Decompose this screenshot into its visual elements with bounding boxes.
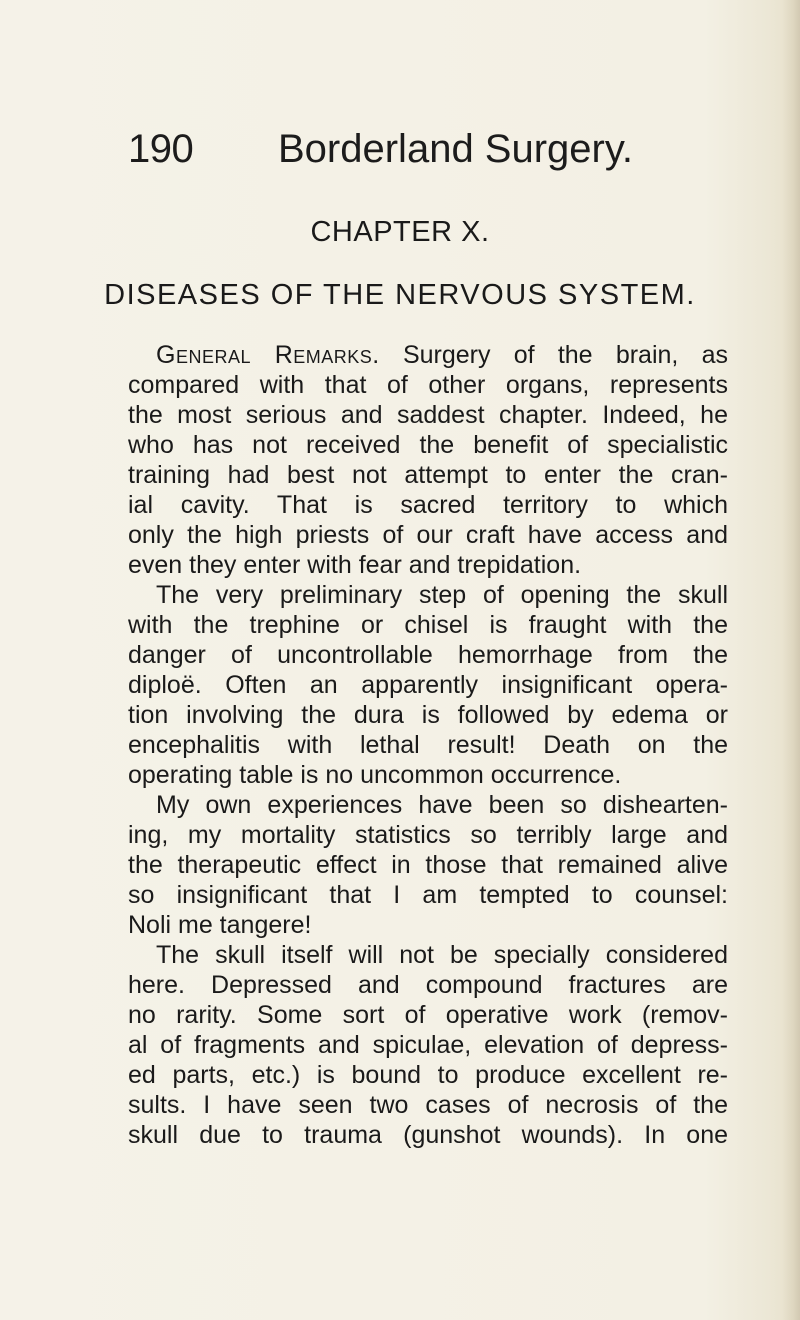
page-edge-shadow [782,0,800,1320]
text-line: skull due to trauma (gunshot wounds). In one [128,1121,728,1149]
text-line: ing, my mortality statistics so terribly large and [128,821,728,849]
text-line [128,340,728,370]
section-label: General Remarks. [156,341,380,369]
text-line: here. Depressed and compound fractures are [128,971,728,999]
text-line: only the high priests of our craft have access and [128,521,728,549]
text-line: encephalitis with lethal result! Death on the [128,731,728,759]
text-line: ial cavity. That is sacred territory to which [128,491,728,519]
text-line: no rarity. Some sort of operative work (remov- [128,1001,728,1029]
text-line: sults. I have seen two cases of necrosis of the [128,1091,728,1119]
text-line: the most serious and saddest chapter. Indeed, he [128,401,728,429]
text-line: operating table is no uncommon occurrence. [128,761,622,789]
text-line: My own experiences have been so dishearten- [156,791,728,819]
text-line: Noli me tangere! [128,911,312,939]
text-line: ed parts, etc.) is bound to produce excellent re- [128,1061,728,1089]
text-line: danger of uncontrollable hemorrhage from the [128,641,728,669]
text-line: tion involving the dura is followed by edema or [128,701,728,729]
text-line: so insignificant that I am tempted to counsel: [128,881,728,909]
text-line: with the trephine or chisel is fraught with the [128,611,728,639]
running-head [128,124,728,174]
text-line: training had best not attempt to enter the cran- [128,461,728,489]
page-number: 190 [128,127,194,171]
text-line: compared with that of other organs, represents [128,371,728,399]
text-line: The skull itself will not be specially considered [156,941,728,969]
text-line: even they enter with fear and trepidation. [128,551,582,579]
body-text [128,340,728,1150]
text-line: al of fragments and spiculae, elevation of depress- [128,1031,728,1059]
text-line-content: Surgery of the brain, as [379,341,729,369]
chapter-number-heading: CHAPTER X. [310,216,490,248]
book-title: Borderland Surgery. [278,127,633,171]
text-line: the therapeutic effect in those that remained alive [128,851,728,879]
text-line: diploë. Often an apparently insignificant opera- [128,671,728,699]
text-line: The very preliminary step of opening the skull [156,581,728,609]
chapter-title: DISEASES OF THE NERVOUS SYSTEM. [104,279,696,311]
text-line: who has not received the benefit of specialistic [128,431,728,459]
